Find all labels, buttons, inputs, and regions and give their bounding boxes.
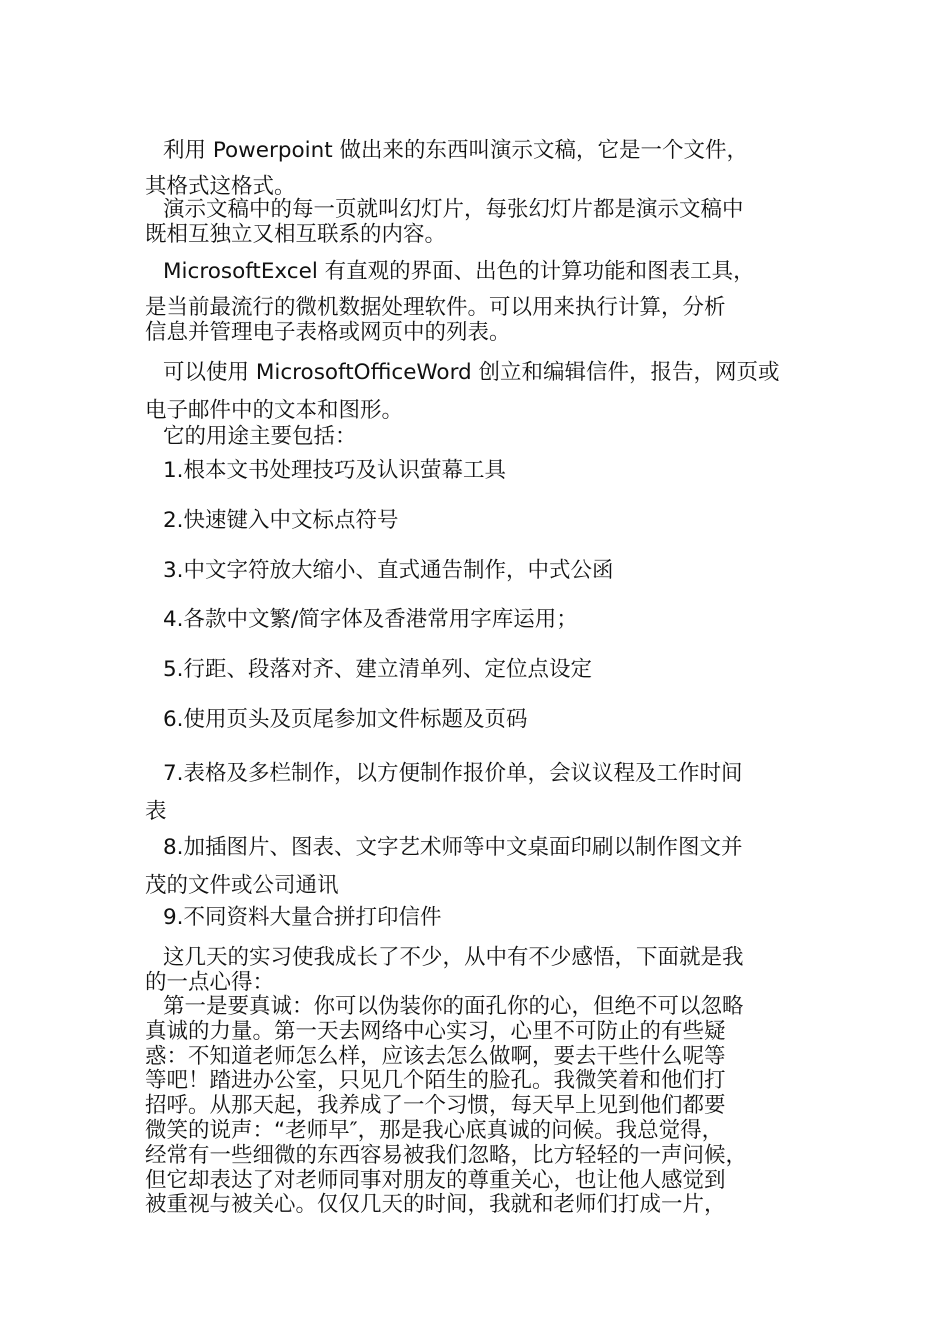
text-line: 微笑的说声：“老师早″，那是我心底真诚的问候。我总觉得， bbox=[145, 1117, 724, 1143]
list-item bbox=[145, 605, 810, 635]
text-line: 6.使用页头及页尾参加文件标题及页码 bbox=[163, 707, 528, 732]
paragraph-word bbox=[145, 354, 810, 430]
list-item bbox=[145, 705, 810, 735]
text-line: 1.根本文书处理技巧及认识萤幕工具 bbox=[163, 458, 507, 483]
text-line: 其格式这格式。 bbox=[145, 174, 296, 199]
list-item bbox=[145, 655, 810, 685]
text-line: 可以使用 MicrosoftOfficeWord 创立和编辑信件，报告，网页或 bbox=[163, 360, 780, 385]
text-line: 利用 Powerpoint 做出来的东西叫演示文稿，它是一个文件， bbox=[163, 138, 749, 163]
list-item bbox=[145, 456, 810, 486]
text-line: 5.行距、段落对齐、建立清单列、定位点设定 bbox=[163, 657, 593, 682]
text-line: 7.表格及多栏制作，以方便制作报价单，会议议程及工作时间 bbox=[163, 761, 743, 786]
text-line: 等吧！踏进办公室，只见几个陌生的脸孔。我微笑着和他们打 bbox=[145, 1068, 726, 1094]
list-item bbox=[145, 755, 810, 831]
paragraph-reflection-intro bbox=[145, 945, 810, 995]
text-line: 演示文稿中的每一页就叫幻灯片，每张幻灯片都是演示文稿中 bbox=[163, 197, 744, 222]
text-line: 3.中文字符放大缩小、直式通告制作，中式公函 bbox=[163, 558, 614, 583]
list-item bbox=[145, 829, 810, 905]
text-line: 电子邮件中的文本和图形。 bbox=[145, 398, 404, 423]
paragraph-excel bbox=[145, 254, 810, 345]
text-line: 8.加插图片、图表、文字艺术师等中文桌面印刷以制作图文并 bbox=[163, 835, 743, 860]
text-line: 经常有一些细微的东西容易被我们忽略，比方轻轻的一声问候， bbox=[145, 1142, 748, 1168]
paragraph-powerpoint bbox=[145, 133, 810, 205]
text-line: 这几天的实习使我成长了不少，从中有不少感悟，下面就是我 bbox=[163, 945, 744, 970]
text-line: 茂的文件或公司通讯 bbox=[145, 873, 339, 898]
paragraph-uses-intro bbox=[145, 423, 810, 451]
text-line: 既相互独立又相互联系的内容。 bbox=[145, 222, 447, 247]
text-line: 表 bbox=[145, 799, 167, 824]
text-line: 2.快速键入中文标点符号 bbox=[163, 508, 399, 533]
text-line: 第一是要真诚：你可以伪装你的面孔你的心，但绝不可以忽略 bbox=[163, 994, 744, 1019]
text-line: 9.不同资料大量合拼打印信件 bbox=[163, 905, 442, 930]
paragraph-sincerity bbox=[145, 995, 810, 1218]
list-item bbox=[145, 556, 810, 586]
text-line: 的一点心得： bbox=[145, 970, 275, 995]
text-line: 4.各款中文繁/简字体及香港常用字库运用； bbox=[163, 607, 578, 632]
paragraph-slides bbox=[145, 197, 810, 247]
text-line: 是当前最流行的微机数据处理软件。可以用来执行计算，分析 bbox=[145, 295, 726, 320]
text-line: 真诚的力量。第一天去网络中心实习，心里不可防止的有些疑 bbox=[145, 1018, 726, 1044]
list-item bbox=[145, 506, 810, 536]
text-line: 惑：不知道老师怎么样，应该去怎么做啊，要去干些什么呢等 bbox=[145, 1043, 726, 1069]
text-line: 信息并管理电子表格或网页中的列表。 bbox=[145, 320, 511, 345]
text-line: 招呼。从那天起，我养成了一个习惯，每天早上见到他们都要 bbox=[145, 1093, 726, 1119]
text-line: 但它却表达了对老师同事对朋友的尊重关心，也让他人感觉到 bbox=[145, 1167, 726, 1193]
list-item bbox=[145, 903, 810, 933]
text-line: 被重视与被关心。仅仅几天的时间，我就和老师们打成一片， bbox=[145, 1192, 726, 1218]
text-line: MicrosoftExcel 有直观的界面、出色的计算功能和图表工具， bbox=[163, 259, 755, 284]
text-line: 它的用途主要包括： bbox=[163, 424, 357, 449]
